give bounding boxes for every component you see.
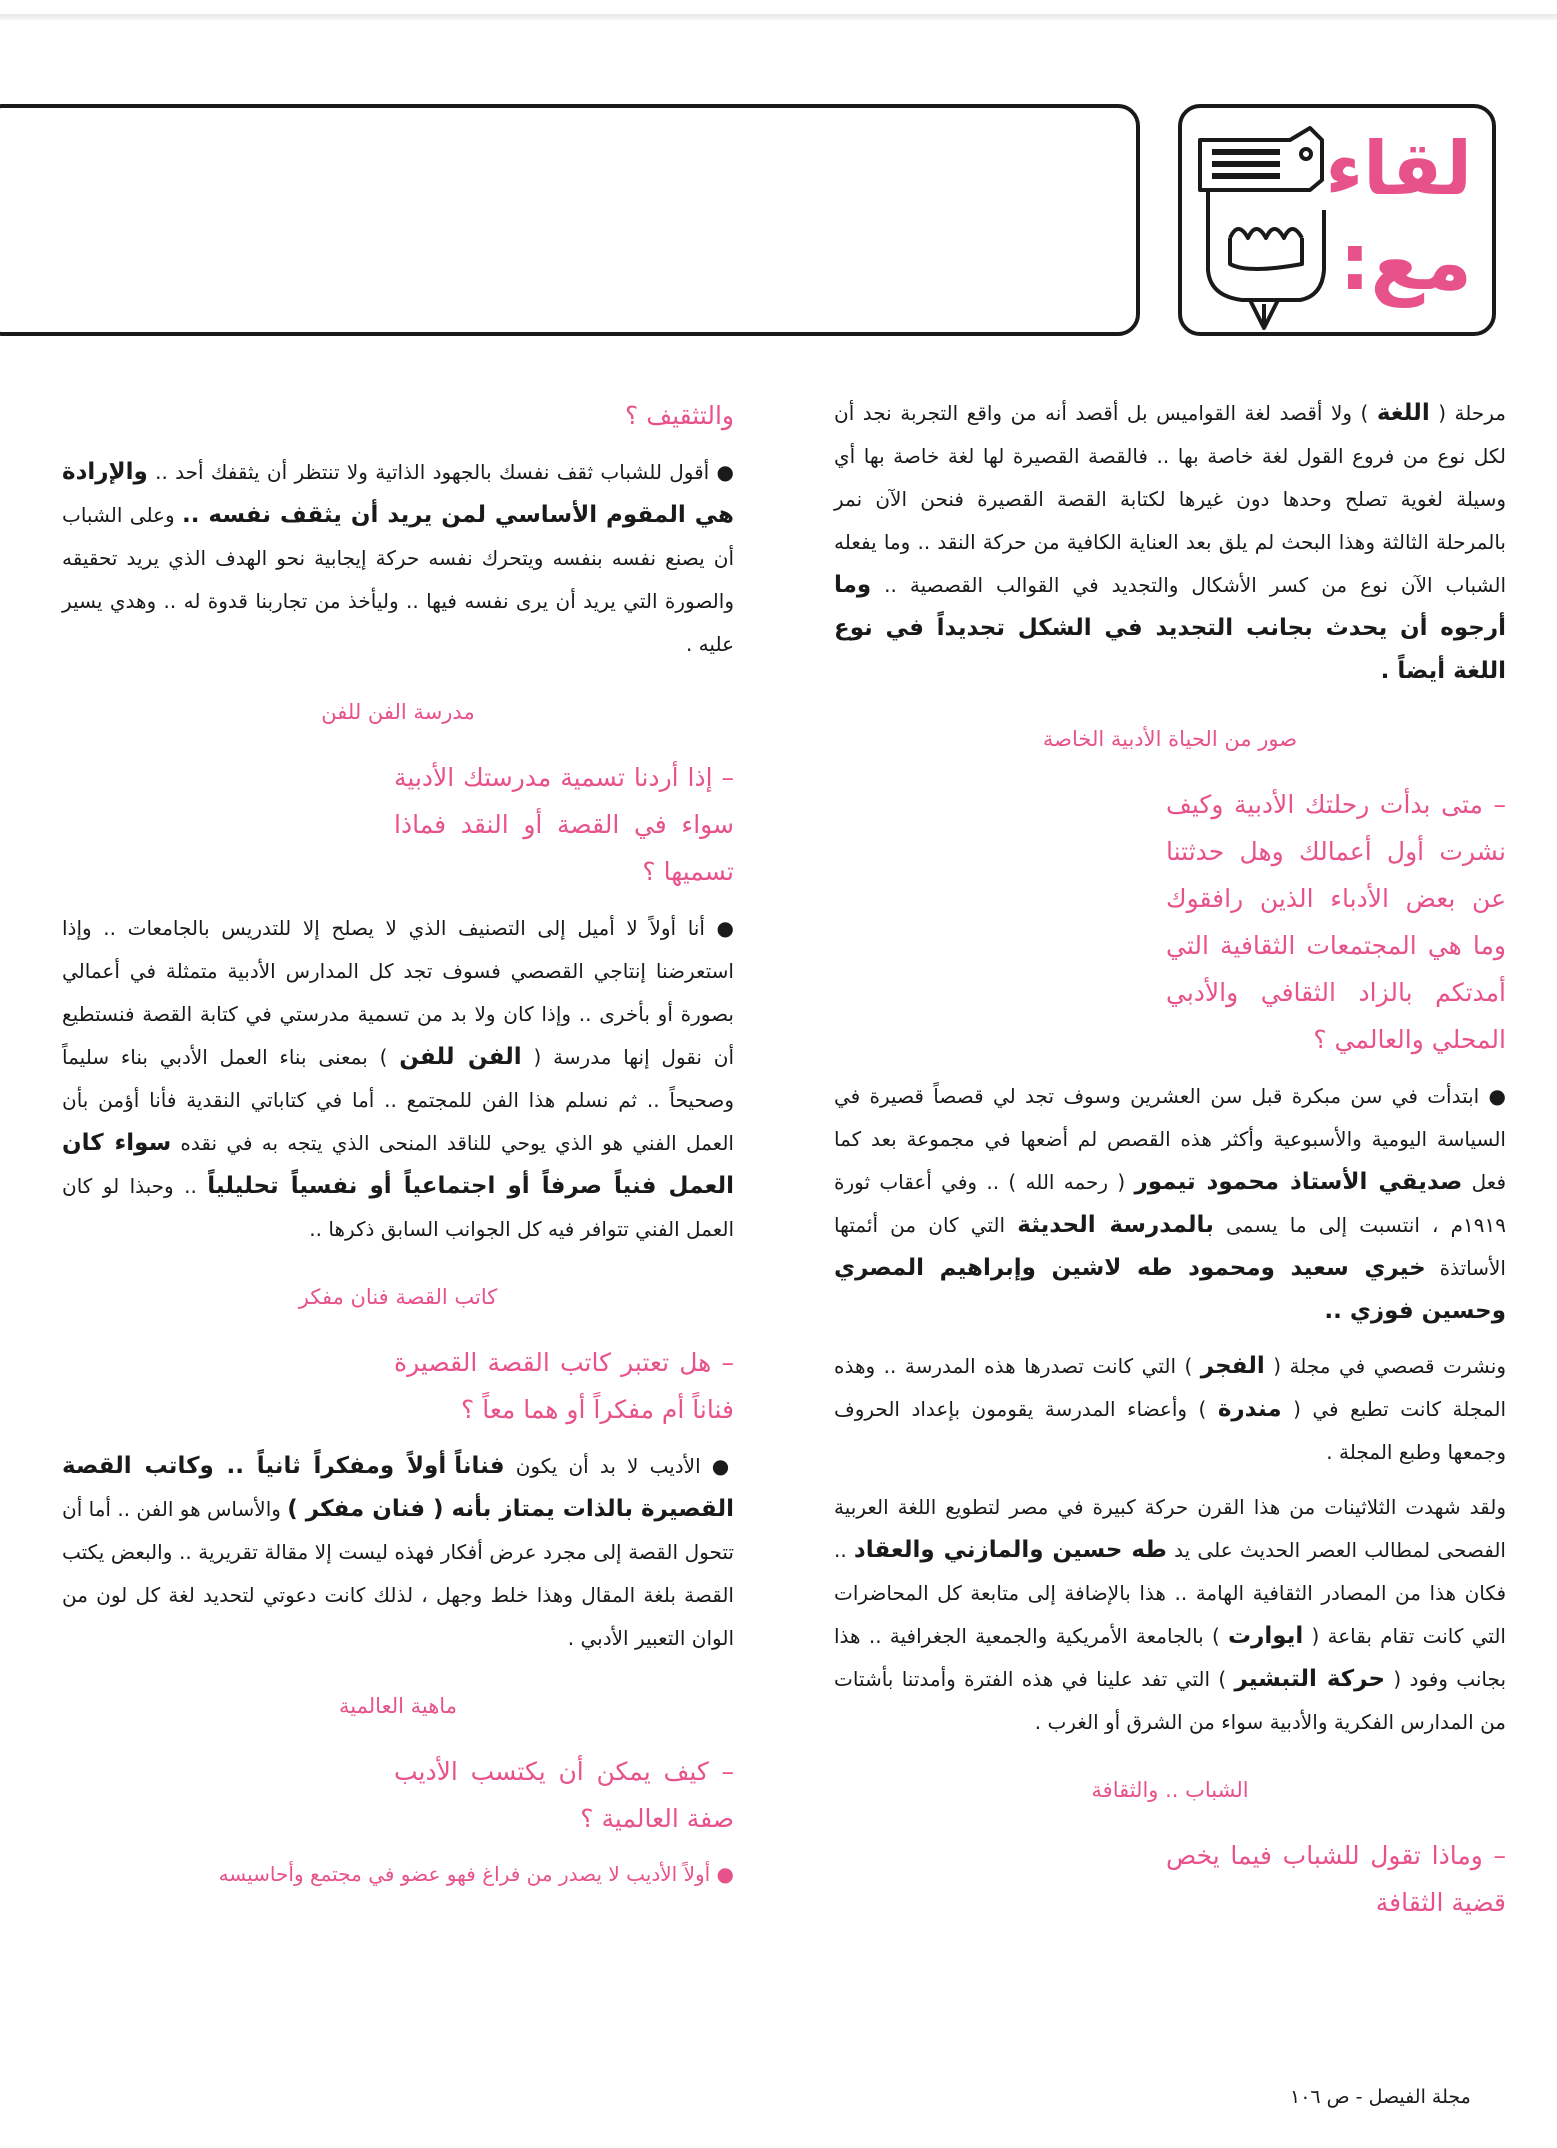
paragraph: ● ابتدأت في سن مبكرة قبل سن العشرين وسوف تجد لي قصصاً قصيرة في السياسة اليومية والأسبوعية وأكثر هذه القصص لم أضعها في مجموعة بعد كما فعل صديقي الأستاذ محمود تيمور ( رحمه الله ) .. وفي أعقاب ثورة ١٩١٩م ، انتسبت إلى ما يسمى بالمدرسة الحديثة التي كان من أئمتها الأساتذة خيري سعيد ومحمود طه لاشين وإبراهيم المصري وحسين فوزي .. (834, 1084, 1507, 1324)
interview-question: – إذا أردنا تسمية مدرستك الأدبية سواء في القصة أو النقد فماذا تسميها ؟ (394, 763, 734, 886)
section-heading: صور من الحياة الأدبية الخاصة (1042, 727, 1298, 751)
paragraph: ● أقول للشباب ثقف نفسك بالجهود الذاتية ولا تنتظر أن يثقفك أحد .. والإرادة هي المقوم الأساسي لمن يريد أن يثقف نفسه .. وعلى الشباب أن يصنع نفسه بنفسه ويتحرك نفسه حركة إيجابية نحو الهدف الذي يريد تحقيقه والصورة التي يريد أن يرى نفسه فيها .. وليأخذ من تجاربنا قدوة له .. وهدي يسير عليه . (62, 459, 735, 656)
interview-question: – كيف يمكن أن يكتسب الأديب صفة العالمية ؟ (394, 1757, 734, 1833)
top-rule (0, 14, 1557, 20)
left-column (62, 392, 734, 1894)
logo-line-1: لقاء (1325, 126, 1472, 212)
interview-question-end: والتثقيف ؟ (624, 401, 734, 430)
interview-question: – وماذا تقول للشباب فيما يخص قضية الثقافة (1166, 1841, 1506, 1917)
paragraph: ● أنا أولاً لا أميل إلى التصنيف الذي لا يصلح إلا للتدريس بالجامعات .. وإذا استعرضنا إنتاجي القصصي فسوف تجد كل المدارس الأدبية متمثلة في أعمالي بصورة أو بأخرى .. وإذا كان ولا بد من تسمية مدرستي في كتابة القصة فنستطيع أن نقول إنها مدرسة ( الفن للفن ) بمعنى بناء العمل الأدبي بناء سليماً وصحيحاً .. ثم نسلم هذا الفن للمجتمع .. أما في كتاباتي النقدية فأنا أؤمن بأن العمل الفني هو الذي يوحي للناقد المنحى الذي يتجه به في نقده سواء كان العمل فنياً صرفاً أو اجتماعياً أو نفسياً تحليلياً .. وحبذا لو كان العمل الفني تتوافر فيه كل الجوانب السابق ذكرها .. (62, 916, 735, 1241)
section-heading: الشباب .. والثقافة (1091, 1778, 1249, 1802)
section-heading: كاتب القصة فنان مفكر (298, 1285, 498, 1309)
section-logo (1178, 104, 1496, 336)
right-column (834, 392, 1506, 1938)
interview-question: – هل تعتبر كاتب القصة القصيرة فناناً أم مفكراً أو هما معاً ؟ (394, 1348, 734, 1424)
interview-question: – متى بدأت رحلتك الأدبية وكيف نشرت أول أعمالك وهل حدثتنا عن بعض الأدباء الذين رافقوك وما هي المجتمعات الثقافية التي أمدتكم بالزاد الثقافي والأدبي المحلي والعالمي ؟ (1166, 790, 1506, 1054)
header-frame (0, 104, 1140, 336)
section-heading: مدرسة الفن للفن (321, 700, 475, 724)
hand-pen-icon (1190, 120, 1340, 330)
paragraph: ● الأديب لا بد أن يكون فناناً أولاً ومفكراً ثانياً .. وكاتب القصة القصيرة بالذات يمتاز بأنه ( فنان مفكر ) والأساس هو الفن .. أما أن تتحول القصة إلى مجرد عرض أفكار فهذه ليست إلا مقالة تقريرية .. والبعض يكتب القصة بلغة المقال وهذا خلط وجهل ، لذلك كانت دعوتي لتحديد لغة كل لون من الوان التعبير الأدبي . (62, 1453, 734, 1650)
page-footer: مجلة الفيصل - ص ١٠٦ (1290, 2086, 1471, 2108)
logo-line-2: مع: (1339, 218, 1472, 308)
paragraph: ونشرت قصصي في مجلة ( الفجر ) التي كانت تصدرها هذه المدرسة .. وهذه المجلة كانت تطبع في ( مندرة ) وأعضاء المدرسة يقومون بإعداد الحروف وجمعها وطبع المجلة . (834, 1353, 1506, 1464)
paragraph: ولقد شهدت الثلاثينات من هذا القرن حركة كبيرة في مصر لتطويع اللغة العربية الفصحى لمطالب العصر الحديث على يد طه حسين والمازني والعقاد .. فكان هذا من المصادر الثقافية الهامة .. هذا بالإضافة إلى متابعة كل المحاضرات التي كانت تقام بقاعة ( ايوارت ) بالجامعة الأمريكية والجمعية الجغرافية .. هذا بجانب وفود ( حركة التبشير ) التي تفد علينا في هذه الفترة وأمدتنا بأشتات من المدارس الفكرية والأدبية سواء من الشرق أو الغرب . (834, 1495, 1507, 1734)
answer-continued: ● أولاً الأديب لا يصدر من فراغ فهو عضو في مجتمع وأحاسيسه (218, 1862, 734, 1886)
section-heading: ماهية العالمية (339, 1694, 457, 1718)
paragraph: مرحلة ( اللغة ) ولا أقصد لغة القواميس بل أقصد أنه من واقع التجربة نجد أن لكل نوع من فروع القول لغة خاصة بها .. فالقصة القصيرة لها لغة خاصة بها أي وسيلة لغوية تصلح وحدها دون غيرها لكتابة القصة القصيرة فنحن الآن نمر بالمرحلة الثالثة وهذا البحث لم يلق بعد العناية الكافية من حركة النقد .. وما يفعله الشباب الآن نوع من كسر الأشكال والتجديد في القوالب القصصية .. وما أرجوه أن يحدث بجانب التجديد في الشكل تجديداً في نوع اللغة أيضاً . (834, 400, 1506, 684)
